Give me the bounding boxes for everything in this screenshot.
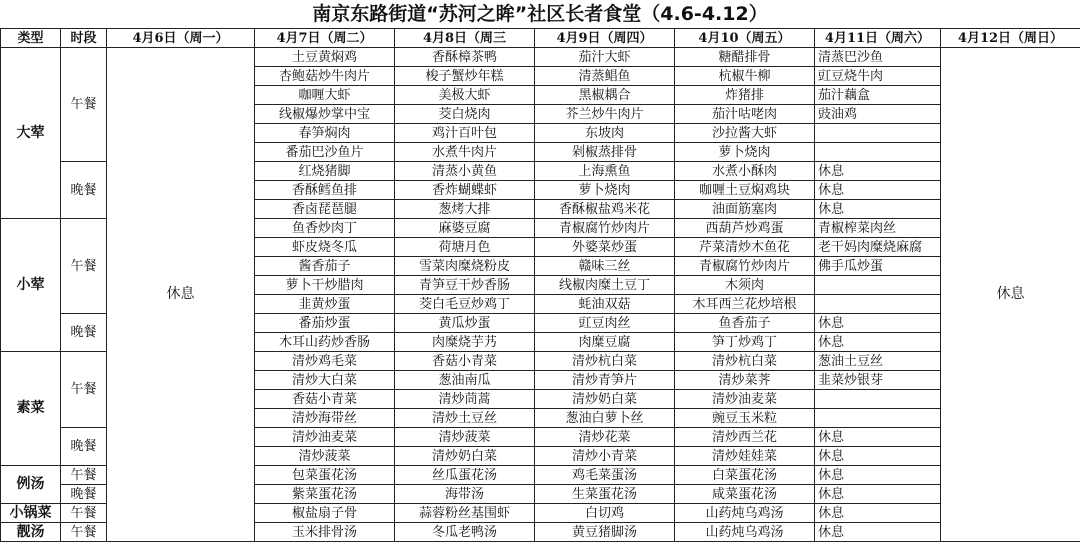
- dish-cell: 清炒鸡毛菜: [255, 352, 395, 371]
- dish-cell: 豇豆肉丝: [535, 314, 675, 333]
- dish-cell: 白菜蛋花汤: [675, 466, 815, 485]
- category-cell: 素菜: [1, 352, 61, 466]
- dish-cell: 咸菜蛋花汤: [675, 485, 815, 504]
- dish-cell: 清炒娃娃菜: [675, 447, 815, 466]
- category-cell: 小荤: [1, 219, 61, 352]
- dish-cell: 清炒杭白菜: [675, 352, 815, 371]
- dish-cell: 葱油白萝卜丝: [535, 409, 675, 428]
- dish-cell: 杭椒牛柳: [675, 67, 815, 86]
- period-cell: 晚餐: [61, 162, 107, 219]
- dish-cell: 休息: [815, 162, 941, 181]
- column-header: 4月9日（周四）: [535, 29, 675, 48]
- period-cell: 午餐: [61, 219, 107, 314]
- dish-cell: 椒盐扇子骨: [255, 504, 395, 523]
- dish-cell: 休息: [815, 504, 941, 523]
- dish-cell: 香酥椒盐鸡米花: [535, 200, 675, 219]
- dish-cell: 包菜蛋花汤: [255, 466, 395, 485]
- dish-cell: 清炒土豆丝: [395, 409, 535, 428]
- dish-cell: 茄汁藕盒: [815, 86, 941, 105]
- dish-cell: 清炒奶白菜: [395, 447, 535, 466]
- dish-cell: 美极大虾: [395, 86, 535, 105]
- dish-cell: 清炒菠菜: [255, 447, 395, 466]
- period-cell: 午餐: [61, 523, 107, 542]
- dish-cell: 水煮牛肉片: [395, 143, 535, 162]
- dish-cell: 休息: [815, 466, 941, 485]
- dish-cell: 清炒奶白菜: [535, 390, 675, 409]
- dish-cell: 葱烤大排: [395, 200, 535, 219]
- dish-cell: 青椒腐竹炒肉片: [535, 219, 675, 238]
- dish-cell: 韭黄炒蛋: [255, 295, 395, 314]
- dish-cell: 芹菜清炒木鱼花: [675, 238, 815, 257]
- dish-cell: 萝卜烧肉: [535, 181, 675, 200]
- dish-cell: 笋丁炒鸡丁: [675, 333, 815, 352]
- dish-cell: 老干妈肉糜烧麻腐: [815, 238, 941, 257]
- dish-cell: 茭白烧肉: [395, 105, 535, 124]
- dish-cell: 芥兰炒牛肉片: [535, 105, 675, 124]
- column-header: 4月6日（周一）: [107, 29, 255, 48]
- dish-cell: 咖喱土豆焖鸡块: [675, 181, 815, 200]
- dish-cell: 香菇小青菜: [395, 352, 535, 371]
- dish-cell: 虾皮烧冬瓜: [255, 238, 395, 257]
- period-cell: 午餐: [61, 48, 107, 162]
- dish-cell: 豉油鸡: [815, 105, 941, 124]
- dish-cell: 香卤琵琶腿: [255, 200, 395, 219]
- dish-cell: 山药炖乌鸡汤: [675, 523, 815, 542]
- dish-cell: 雪菜肉糜烧粉皮: [395, 257, 535, 276]
- page-title: 南京东路街道“苏河之眸”社区长者食堂（4.6-4.12）: [312, 3, 768, 25]
- dish-cell: 冬瓜老鸭汤: [395, 523, 535, 542]
- dish-cell: 香炸蝴蝶虾: [395, 181, 535, 200]
- dish-cell: 梭子蟹炒年糕: [395, 67, 535, 86]
- dish-cell: 木耳西兰花炒培根: [675, 295, 815, 314]
- dish-cell: 东坡肉: [535, 124, 675, 143]
- dish-cell: 茄汁咕咾肉: [675, 105, 815, 124]
- period-cell: 晚餐: [61, 314, 107, 352]
- dish-cell: 韭菜炒银芽: [815, 371, 941, 390]
- dish-cell: 清炒菜荠: [675, 371, 815, 390]
- dish-cell: 豇豆烧牛肉: [815, 67, 941, 86]
- period-cell: 午餐: [61, 466, 107, 485]
- dish-cell: 葱油土豆丝: [815, 352, 941, 371]
- dish-cell: 清炒油麦菜: [675, 390, 815, 409]
- category-cell: 大荤: [1, 48, 61, 219]
- dish-cell: 香酥鳕鱼排: [255, 181, 395, 200]
- dish-cell: 土豆黄焖鸡: [255, 48, 395, 67]
- dish-cell: 黄瓜炒蛋: [395, 314, 535, 333]
- dish-cell: [815, 409, 941, 428]
- dish-cell: 清炒大白菜: [255, 371, 395, 390]
- dish-cell: 咖喱大虾: [255, 86, 395, 105]
- dish-cell: 蒜蓉粉丝基围虾: [395, 504, 535, 523]
- dish-cell: 清蒸巴沙鱼: [815, 48, 941, 67]
- dish-cell: 清炒菠菜: [395, 428, 535, 447]
- dish-cell: 黑椒耦合: [535, 86, 675, 105]
- column-header: 4月10（周五）: [675, 29, 815, 48]
- dish-cell: 休息: [815, 485, 941, 504]
- dish-cell: 休息: [815, 523, 941, 542]
- dish-cell: 剁椒蒸排骨: [535, 143, 675, 162]
- dish-cell: 清炒海带丝: [255, 409, 395, 428]
- dish-cell: 青椒榨菜肉丝: [815, 219, 941, 238]
- dish-cell: 糖醋排骨: [675, 48, 815, 67]
- column-header: 4月12日（周日）: [941, 29, 1080, 48]
- menu-table: [0, 28, 1080, 542]
- period-cell: 午餐: [61, 352, 107, 428]
- dish-cell: 炸猪排: [675, 86, 815, 105]
- dish-cell: 鱼香茄子: [675, 314, 815, 333]
- dish-cell: 肉糜豆腐: [535, 333, 675, 352]
- dish-cell: 葱油南瓜: [395, 371, 535, 390]
- dish-cell: 香菇小青菜: [255, 390, 395, 409]
- dish-cell: 清蒸小黄鱼: [395, 162, 535, 181]
- column-header: 4月8日（周三: [395, 29, 535, 48]
- sunday-rest-cell: 休息: [941, 48, 1080, 542]
- dish-cell: 白切鸡: [535, 504, 675, 523]
- period-cell: 晚餐: [61, 428, 107, 466]
- dish-cell: 清炒茼蒿: [395, 390, 535, 409]
- dish-cell: 鱼香炒肉丁: [255, 219, 395, 238]
- dish-cell: [815, 143, 941, 162]
- dish-cell: 茄汁大虾: [535, 48, 675, 67]
- column-header: 类型: [1, 29, 61, 48]
- dish-cell: 酱香茄子: [255, 257, 395, 276]
- category-cell: 例汤: [1, 466, 61, 504]
- dish-cell: 休息: [815, 447, 941, 466]
- dish-cell: 海带汤: [395, 485, 535, 504]
- dish-cell: [815, 295, 941, 314]
- period-cell: 晚餐: [61, 485, 107, 504]
- dish-cell: 生菜蛋花汤: [535, 485, 675, 504]
- dish-cell: 萝卜烧肉: [675, 143, 815, 162]
- dish-cell: [815, 276, 941, 295]
- dish-cell: 木耳山药炒香肠: [255, 333, 395, 352]
- dish-cell: 线椒爆炒掌中宝: [255, 105, 395, 124]
- dish-cell: 豌豆玉米粒: [675, 409, 815, 428]
- dish-cell: 番茄炒蛋: [255, 314, 395, 333]
- category-cell: 靓汤: [1, 523, 61, 542]
- dish-cell: 清炒杭白菜: [535, 352, 675, 371]
- column-header: 4月11日（周六）: [815, 29, 941, 48]
- dish-cell: 荷塘月色: [395, 238, 535, 257]
- dish-cell: 紫菜蛋花汤: [255, 485, 395, 504]
- column-header: 4月7日（周二）: [255, 29, 395, 48]
- dish-cell: [815, 124, 941, 143]
- column-header: 时段: [61, 29, 107, 48]
- dish-cell: 萝卜干炒腊肉: [255, 276, 395, 295]
- dish-cell: 西葫芦炒鸡蛋: [675, 219, 815, 238]
- dish-cell: 茭白毛豆炒鸡丁: [395, 295, 535, 314]
- dish-cell: 清蒸鲳鱼: [535, 67, 675, 86]
- dish-cell: 休息: [815, 181, 941, 200]
- monday-rest-cell: 休息: [107, 48, 255, 542]
- dish-cell: 山药炖乌鸡汤: [675, 504, 815, 523]
- dish-cell: 休息: [815, 333, 941, 352]
- dish-cell: 休息: [815, 200, 941, 219]
- dish-cell: 黄豆猪脚汤: [535, 523, 675, 542]
- dish-cell: 水煮小酥肉: [675, 162, 815, 181]
- dish-cell: 肉糜烧芋艿: [395, 333, 535, 352]
- dish-cell: 上海熏鱼: [535, 162, 675, 181]
- dish-cell: 休息: [815, 428, 941, 447]
- dish-cell: 香酥樟茶鸭: [395, 48, 535, 67]
- dish-cell: 春笋焖肉: [255, 124, 395, 143]
- dish-cell: 麻婆豆腐: [395, 219, 535, 238]
- dish-cell: 休息: [815, 314, 941, 333]
- category-cell: 小锅菜: [1, 504, 61, 523]
- header-row: [1, 29, 1080, 48]
- period-cell: 午餐: [61, 504, 107, 523]
- dish-cell: 鸡毛菜蛋汤: [535, 466, 675, 485]
- dish-cell: 丝瓜蛋花汤: [395, 466, 535, 485]
- dish-cell: 赣味三丝: [535, 257, 675, 276]
- dish-cell: [815, 390, 941, 409]
- dish-cell: 杏鲍菇炒牛肉片: [255, 67, 395, 86]
- dish-cell: 沙拉酱大虾: [675, 124, 815, 143]
- dish-cell: 番茄巴沙鱼片: [255, 143, 395, 162]
- dish-cell: 玉米排骨汤: [255, 523, 395, 542]
- dish-cell: 油面筋塞肉: [675, 200, 815, 219]
- dish-cell: 蚝油双菇: [535, 295, 675, 314]
- table-row: [1, 48, 1080, 67]
- dish-cell: 木须肉: [675, 276, 815, 295]
- dish-cell: 线椒肉糜土豆丁: [535, 276, 675, 295]
- dish-cell: 清炒青笋片: [535, 371, 675, 390]
- dish-cell: 鸡汁百叶包: [395, 124, 535, 143]
- dish-cell: 清炒花菜: [535, 428, 675, 447]
- dish-cell: 清炒西兰花: [675, 428, 815, 447]
- dish-cell: 清炒小青菜: [535, 447, 675, 466]
- dish-cell: 红烧猪脚: [255, 162, 395, 181]
- menu-body: [1, 48, 1080, 542]
- dish-cell: 外婆菜炒蛋: [535, 238, 675, 257]
- dish-cell: 清炒油麦菜: [255, 428, 395, 447]
- dish-cell: 佛手瓜炒蛋: [815, 257, 941, 276]
- dish-cell: 青笋豆干炒香肠: [395, 276, 535, 295]
- dish-cell: 青椒腐竹炒肉片: [675, 257, 815, 276]
